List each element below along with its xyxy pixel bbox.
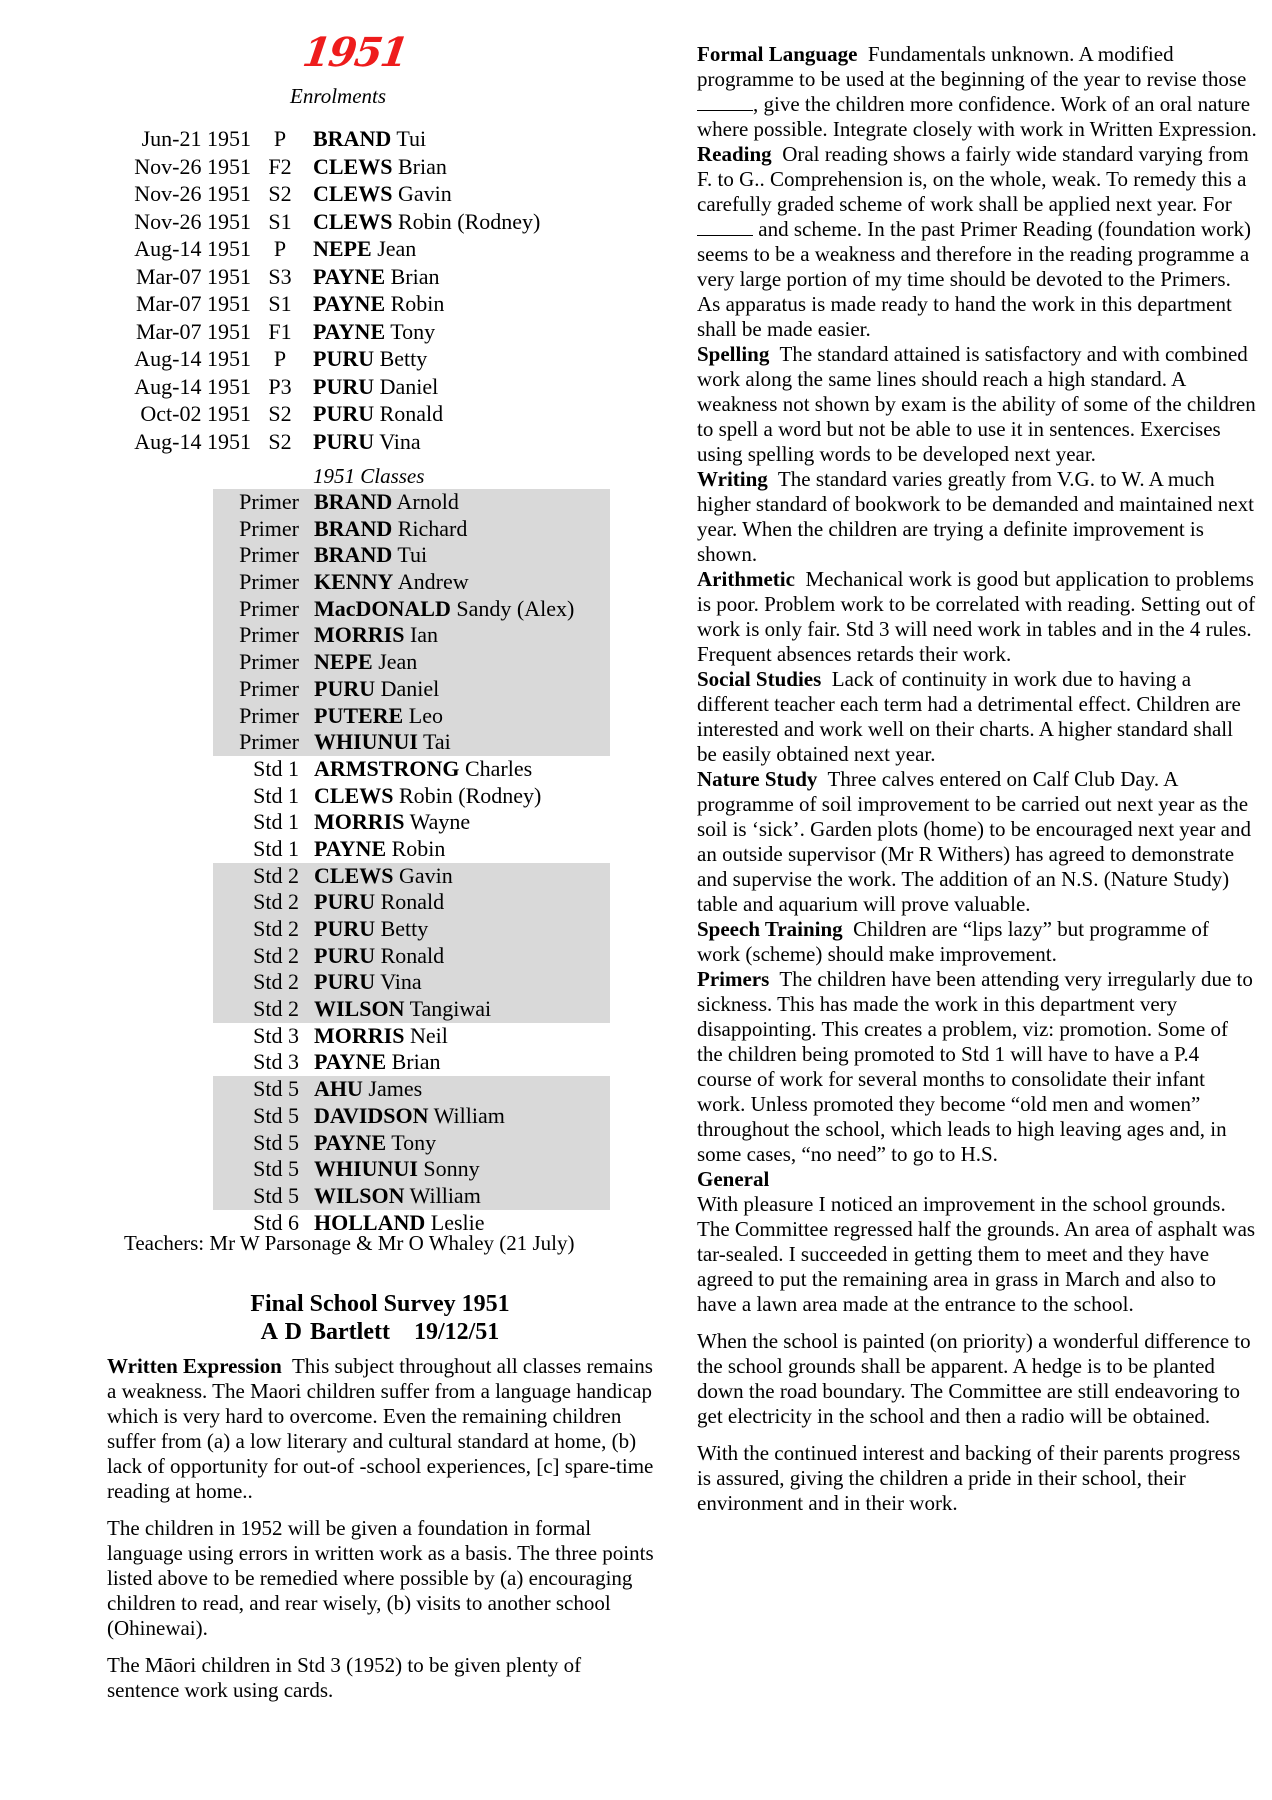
class-row <box>213 996 610 1023</box>
given-name: Charles <box>464 755 533 781</box>
enrolment-row <box>128 318 540 346</box>
given-name: Sonny <box>423 1156 480 1182</box>
enrolment-name <box>313 208 540 236</box>
surname: WILSON <box>314 996 405 1022</box>
surname: PURU <box>314 675 376 701</box>
classes-heading: 1951 Classes <box>313 464 425 488</box>
section-text: Children are “lips lazy” but programme of work (scheme) should make improvement. <box>697 917 1209 966</box>
surname: PAYNE <box>313 318 386 344</box>
class-level: Std 5 <box>253 1102 299 1128</box>
surname: MORRIS <box>314 1022 405 1048</box>
student-name <box>314 889 444 916</box>
section-text: This subject throughout all classes remains a weakness. The Maori children suffer from a language handicap which is very hard to overcome. Even the remaining children suffer from (a) a low literary and cultural standard at home, (b) lack of opportunity for out-of -school experiences, [c] spare-time reading at home.. <box>107 1354 654 1503</box>
surname: MacDONALD <box>314 595 451 621</box>
general-paragraph: With the continued interest and backing of their parents progress is assured, giving the children a pride in their school, their environment and in their work. <box>697 1441 1241 1515</box>
writing-section <box>697 467 1257 567</box>
given-name: Neil <box>409 1022 448 1048</box>
given-name: Robin (Rodney) <box>397 208 541 234</box>
enrolment-row <box>128 208 540 236</box>
surname: CLEWS <box>314 782 394 808</box>
enrolment-date: Aug-14 1951 <box>134 346 251 371</box>
student-name <box>314 542 427 569</box>
enrolment-date: Aug-14 1951 <box>134 236 251 261</box>
reading-section <box>697 142 1257 342</box>
given-name: Gavin <box>397 181 452 206</box>
section-heading: Formal Language <box>697 42 858 66</box>
enrolment-grade: S1 <box>268 291 292 316</box>
enrolment-date: Jun-21 1951 <box>141 126 251 151</box>
given-name: Ronald <box>380 942 445 968</box>
surname: AHU <box>314 1076 363 1102</box>
enrolment-grade: P <box>273 126 287 151</box>
class-row <box>213 1049 610 1076</box>
class-row <box>213 1023 610 1050</box>
student-name <box>314 703 443 730</box>
class-level: Primer <box>239 729 299 755</box>
given-name: Robin <box>390 291 445 316</box>
class-row <box>213 809 610 836</box>
section-text: The standard varies greatly from V.G. to W. A much higher standard of bookwork to be demanded and maintained next year. When the children are trying a definite improvement is shown. <box>697 467 1254 566</box>
given-name: Brian <box>391 1049 441 1075</box>
primers-section <box>697 967 1257 1167</box>
student-name <box>314 649 417 676</box>
enrolment-row <box>128 153 540 181</box>
enrolment-date: Mar-07 1951 <box>135 263 251 289</box>
student-name <box>314 622 438 649</box>
class-row <box>213 1130 610 1157</box>
surname: NEPE <box>313 236 372 261</box>
section-text: Lack of continuity in work due to having a different teacher each term had a detrimental effect. Children are interested and work well on their charts. A higher standard shall be easily obtained next year. <box>697 667 1241 766</box>
given-name: Leslie <box>430 1209 485 1235</box>
surname: PURU <box>314 942 376 968</box>
given-name: Jean <box>378 649 418 675</box>
class-level: Std 2 <box>253 996 299 1022</box>
student-name <box>314 596 574 623</box>
class-level: Std 3 <box>253 1049 299 1075</box>
enrolment-name <box>313 263 440 291</box>
enrolment-date: Mar-07 1951 <box>135 291 251 316</box>
surname: DAVIDSON <box>314 1102 429 1128</box>
enrolment-grade: P <box>273 346 287 371</box>
student-name <box>314 516 467 543</box>
student-name <box>314 1049 441 1076</box>
class-row <box>213 489 610 516</box>
surname: BRAND <box>314 489 393 514</box>
student-name <box>314 489 459 516</box>
class-row <box>213 1076 610 1103</box>
section-heading: Arithmetic <box>697 567 795 591</box>
given-name: Daniel <box>380 675 440 701</box>
surname: BRAND <box>314 515 393 541</box>
class-level: Std 5 <box>253 1129 299 1155</box>
year-title: 1951 <box>299 29 410 76</box>
student-name <box>314 1130 436 1157</box>
class-row <box>213 783 610 810</box>
given-name: Sandy (Alex) <box>456 595 575 621</box>
enrolment-grade: P <box>273 236 287 261</box>
class-level: Primer <box>239 515 299 541</box>
teachers-line: Teachers: Mr W Parsonage & Mr O Whaley (21 July) <box>124 1231 575 1255</box>
surname: HOLLAND <box>314 1209 426 1235</box>
section-text: The children have been attending very irregularly due to sickness. This has made the work in this department very disappointing. This creates a problem, viz: promotion. Some of the children being promoted to Std 1 will have to have a P.4 course of work for several months to consolidate their infant work. Unless promoted they become “old men and women” throughout the school, which leads to high leaving ages and, in some cases, “no need” to go to H.S. <box>697 967 1253 1166</box>
section-heading: Primers <box>697 967 770 991</box>
blank-line <box>697 219 753 236</box>
given-name: Gavin <box>398 862 453 888</box>
general-heading <box>697 1167 1257 1192</box>
enrolments-heading: Enrolments <box>290 84 387 108</box>
enrolment-date: Aug-14 1951 <box>134 428 251 454</box>
class-level: Std 1 <box>253 755 299 781</box>
survey-right-column <box>697 42 1257 1516</box>
class-row <box>213 756 610 783</box>
given-name: Tui <box>396 126 427 151</box>
class-level: Std 2 <box>253 942 299 968</box>
maori-children-paragraph: The Māori children in Std 3 (1952) to be given plenty of sentence work using cards. <box>107 1653 582 1702</box>
enrolment-date: Nov-26 1951 <box>134 208 251 234</box>
surname: BRAND <box>313 126 392 151</box>
given-name: Brian <box>390 263 440 289</box>
class-level: Primer <box>239 569 299 595</box>
enrolment-name <box>313 180 452 208</box>
enrolment-grade: F1 <box>268 318 292 344</box>
section-text: Fundamentals unknown. A modified programme to be used at the beginning of the year to revise those <box>697 42 1247 91</box>
class-level: Std 6 <box>253 1209 299 1235</box>
surname: PURU <box>314 889 376 915</box>
class-level: Primer <box>239 702 299 728</box>
class-row <box>213 1183 610 1210</box>
enrolment-name <box>313 290 444 318</box>
given-name: Robin <box>391 835 446 861</box>
student-name <box>314 1076 422 1103</box>
blank-line <box>697 94 753 111</box>
given-name: Betty <box>380 916 429 941</box>
survey-left-column <box>107 1354 657 1715</box>
student-name <box>314 1156 480 1183</box>
foundation-paragraph: The children in 1952 will be given a foundation in formal language using errors in written work as a basis. The three points listed above to be remedied where possible by (a) encouraging children to read, and rear wisely, (b) visits to another school (Ohinewai). <box>107 1516 654 1640</box>
class-row <box>213 969 610 996</box>
enrolment-row <box>128 180 540 208</box>
enrolment-grade: F2 <box>268 153 292 179</box>
class-row <box>213 622 610 649</box>
enrolment-date: Nov-26 1951 <box>134 153 251 179</box>
class-row <box>213 863 610 890</box>
surname: BRAND <box>314 542 393 568</box>
surname: PUTERE <box>314 702 404 728</box>
given-name: Brian <box>397 153 447 179</box>
surname: PURU <box>314 916 376 941</box>
section-heading: Speech Training <box>697 917 843 941</box>
given-name: Tai <box>423 729 451 755</box>
class-level: Std 5 <box>253 1156 299 1182</box>
class-row <box>213 729 610 756</box>
student-name <box>314 1023 448 1050</box>
enrolment-grade: P3 <box>268 373 292 399</box>
student-name <box>314 836 445 863</box>
section-text: The standard attained is satisfactory and with combined work along the same lines should reach a high standard. A weakness not shown by exam is the ability of some of the children to spell a word but not be able to use it in sentences. Exercises using spelling words to be developed next year. <box>697 342 1256 466</box>
surname: WHIUNUI <box>314 729 418 755</box>
student-name <box>314 863 453 890</box>
surname: KENNY <box>314 569 394 595</box>
student-name <box>314 756 532 783</box>
given-name: Tui <box>397 542 428 568</box>
enrolment-grade: S3 <box>268 263 292 289</box>
section-heading: Nature Study <box>697 767 818 791</box>
given-name: Betty <box>379 346 428 371</box>
enrolment-name <box>313 318 435 346</box>
class-level: Std 2 <box>253 916 299 941</box>
student-name <box>314 1183 481 1210</box>
enrolment-row <box>128 373 540 401</box>
enrolment-name <box>313 235 416 263</box>
student-name <box>314 809 470 836</box>
given-name: Andrew <box>397 569 469 595</box>
student-name <box>314 729 451 756</box>
survey-title: Final School Survey 1951 <box>250 1291 510 1317</box>
survey-author-date: A D Bartlett 19/12/51 <box>260 1319 500 1345</box>
class-row <box>213 596 610 623</box>
speech-training-section <box>697 917 1257 967</box>
surname: CLEWS <box>313 181 393 206</box>
given-name: Ian <box>409 622 439 648</box>
surname: PURU <box>313 373 375 399</box>
enrolment-grade: S2 <box>268 181 292 206</box>
written-expression-paragraph <box>107 1354 657 1504</box>
given-name: Vina <box>379 428 421 454</box>
section-heading: General <box>697 1167 770 1191</box>
enrolment-row <box>128 400 540 428</box>
section-heading: Reading <box>697 142 772 166</box>
class-level: Std 5 <box>253 1182 299 1208</box>
class-level: Std 2 <box>253 969 299 995</box>
student-name <box>314 783 541 810</box>
given-name: Ronald <box>379 401 444 426</box>
surname: PAYNE <box>314 1129 387 1155</box>
surname: PURU <box>314 969 376 995</box>
enrolment-grade: S2 <box>268 401 292 426</box>
surname: CLEWS <box>314 862 394 888</box>
enrolment-date: Nov-26 1951 <box>134 181 251 206</box>
surname: WILSON <box>314 1182 405 1208</box>
class-level: Std 1 <box>253 809 299 835</box>
class-level: Std 2 <box>253 889 299 915</box>
student-name <box>314 676 439 703</box>
given-name: Robin (Rodney) <box>398 782 542 808</box>
enrolments-list <box>128 125 540 455</box>
section-text: and scheme. In the past Primer Reading (foundation work) seems to be a weakness and therefore in the reading programme a very large portion of my time should be devoted to the Primers. As apparatus is made ready to hand the work in this department shall be made easier. <box>697 217 1252 341</box>
nature-study-section <box>697 767 1257 917</box>
class-level: Primer <box>239 649 299 675</box>
class-level: Std 1 <box>253 835 299 861</box>
surname: MORRIS <box>314 809 405 835</box>
student-name <box>314 1103 505 1130</box>
class-level: Primer <box>239 675 299 701</box>
enrolment-name <box>313 153 447 181</box>
enrolment-row <box>128 263 540 291</box>
enrolment-grade: S2 <box>268 428 292 454</box>
given-name: Richard <box>397 515 468 541</box>
given-name: Vina <box>380 969 422 995</box>
class-level: Std 1 <box>253 782 299 808</box>
given-name: James <box>368 1076 423 1102</box>
student-name <box>314 569 469 596</box>
enrolment-name <box>313 373 438 401</box>
enrolment-row <box>128 345 540 373</box>
enrolment-date: Mar-07 1951 <box>135 318 251 344</box>
class-level: Primer <box>239 542 299 568</box>
class-level: Std 2 <box>253 862 299 888</box>
class-row <box>213 569 610 596</box>
student-name <box>314 916 428 943</box>
surname: PURU <box>313 428 375 454</box>
surname: PURU <box>313 401 375 426</box>
enrolment-name <box>313 125 426 153</box>
enrolment-row <box>128 290 540 318</box>
class-level: Primer <box>239 595 299 621</box>
surname: WHIUNUI <box>314 1156 418 1182</box>
section-text: Mechanical work is good but application to problems is poor. Problem work to be correlated with reading. Setting out of work is only fair. Std 3 will need work in tables and in the 4 rules. Frequent absences retards their work. <box>697 567 1256 666</box>
given-name: Daniel <box>379 373 439 399</box>
class-row <box>213 943 610 970</box>
class-row <box>213 703 610 730</box>
surname: PAYNE <box>313 263 386 289</box>
section-heading: Written Expression <box>107 1354 282 1378</box>
given-name: Wayne <box>409 809 471 835</box>
class-row <box>213 516 610 543</box>
class-row <box>213 836 610 863</box>
enrolment-row <box>128 428 540 456</box>
class-row <box>213 676 610 703</box>
social-studies-section <box>697 667 1257 767</box>
class-level: Std 5 <box>253 1076 299 1102</box>
class-row <box>213 649 610 676</box>
enrolment-grade: S1 <box>268 208 292 234</box>
spelling-section <box>697 342 1257 467</box>
enrolment-name <box>313 345 427 373</box>
class-level: Primer <box>239 622 299 648</box>
class-row <box>213 1156 610 1183</box>
surname: MORRIS <box>314 622 405 648</box>
enrolment-row <box>128 125 540 153</box>
enrolment-name <box>313 428 421 456</box>
surname: ARMSTRONG <box>314 755 460 781</box>
section-text: Three calves entered on Calf Club Day. A programme of soil improvement to be carried out next year as the soil is ‘sick’. Garden plots (home) to be encouraged next year and an outside supervisor (Mr R Withers) has agreed to demonstrate and supervise the work. The addition of an N.S. (Nature Study) table and aquarium will prove valuable. <box>697 767 1251 916</box>
enrolment-date: Aug-14 1951 <box>134 373 251 399</box>
given-name: Tony <box>390 318 436 344</box>
student-name <box>314 996 491 1023</box>
surname: PAYNE <box>314 835 387 861</box>
section-heading: Spelling <box>697 342 770 366</box>
class-row <box>213 1103 610 1130</box>
general-paragraph: With pleasure I noticed an improvement in the school grounds. The Committee regressed half the grounds. An area of asphalt was tar-sealed. I succeeded in getting them to meet and they have agreed to put the remaining area in grass in March and also to have a lawn area made at the entrance to the school. <box>697 1192 1256 1316</box>
classes-list <box>213 489 610 1236</box>
surname: NEPE <box>314 649 373 675</box>
class-level: Primer <box>239 489 299 514</box>
class-row <box>213 889 610 916</box>
formal-language-section <box>697 42 1257 142</box>
given-name: Tony <box>391 1129 437 1155</box>
class-row <box>213 542 610 569</box>
surname: PAYNE <box>314 1049 387 1075</box>
section-text: Oral reading shows a fairly wide standard varying from F. to G.. Comprehension is, on the whole, weak. To remedy this a carefully graded scheme of work shall be applied next year. For <box>697 142 1249 216</box>
given-name: Tangiwai <box>409 996 492 1022</box>
class-row <box>213 916 610 943</box>
enrolment-row <box>128 235 540 263</box>
given-name: Ronald <box>380 889 445 915</box>
arithmetic-section <box>697 567 1257 667</box>
given-name: Arnold <box>396 489 459 514</box>
section-heading: Writing <box>697 467 768 491</box>
enrolment-name <box>313 400 443 428</box>
class-level: Std 3 <box>253 1022 299 1048</box>
general-paragraph: When the school is painted (on priority) a wonderful difference to the school grounds shall be apparent. A hedge is to be planted down the road boundary. The Committee are still endeavoring to get electricity in the school and then a radio will be obtained. <box>697 1329 1251 1428</box>
given-name: William <box>433 1102 505 1128</box>
surname: PURU <box>313 346 375 371</box>
surname: CLEWS <box>313 153 393 179</box>
section-heading: Social Studies <box>697 667 822 691</box>
surname: PAYNE <box>313 291 386 316</box>
given-name: Leo <box>408 702 443 728</box>
given-name: Jean <box>377 236 417 261</box>
section-text: , give the children more confidence. Work of an oral nature where possible. Integrate closely with work in Written Expression. <box>697 92 1257 141</box>
student-name <box>314 943 444 970</box>
given-name: William <box>409 1182 481 1208</box>
enrolment-date: Oct-02 1951 <box>140 401 251 426</box>
student-name <box>314 969 422 996</box>
surname: CLEWS <box>313 208 393 234</box>
